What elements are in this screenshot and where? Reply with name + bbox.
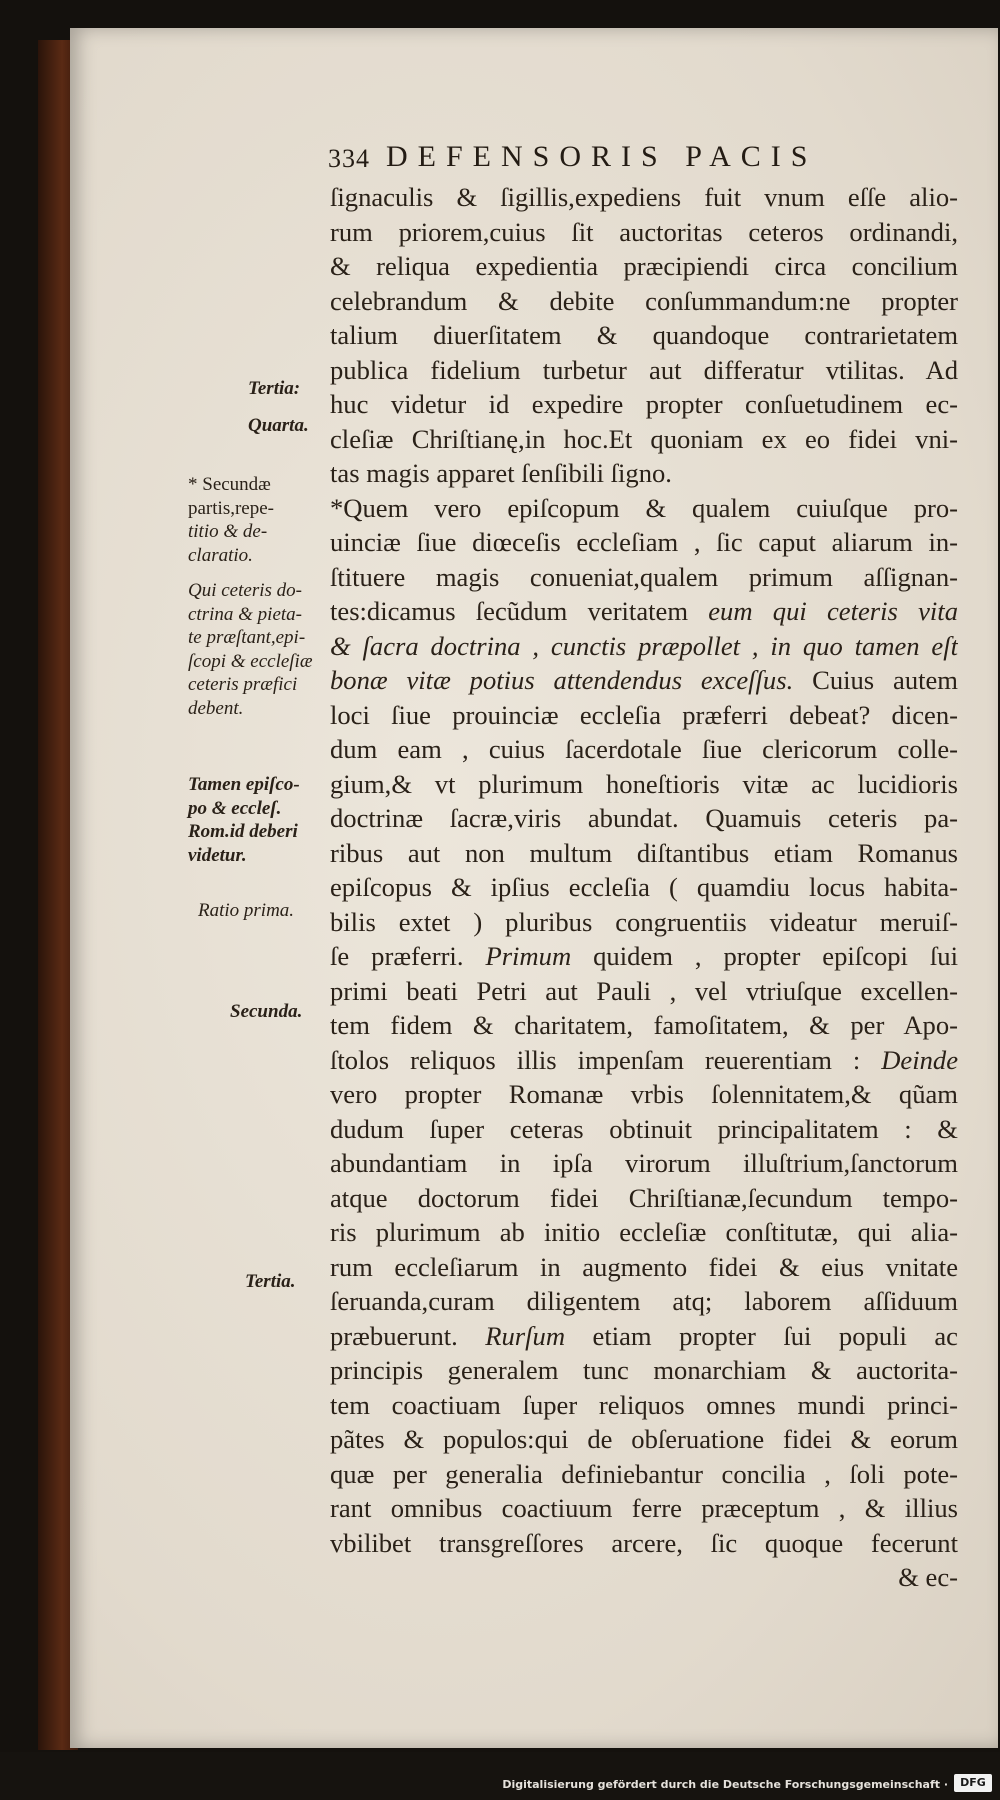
text-run: ſignaculis & ſigillis,expediens fuit vnum eſſe alio- xyxy=(330,182,958,212)
margin-note-tertia-2: Tertia. xyxy=(245,1271,296,1292)
text-line xyxy=(330,905,958,940)
text-run: talium diuerſitatem & quandoque contrarietatem xyxy=(330,320,958,350)
text-run: præbuerunt. xyxy=(330,1320,486,1351)
note-line: claratio. xyxy=(188,544,253,566)
text-line xyxy=(330,1353,958,1388)
text-line xyxy=(330,1284,958,1319)
text-line xyxy=(330,284,958,319)
margin-note-secunda: Secunda. xyxy=(230,1001,303,1022)
italic-run: bonæ vitæ potius attendendus exceſſus. xyxy=(330,665,794,695)
dfg-logo: DFG xyxy=(954,1774,992,1792)
text-run: ſe præferri. xyxy=(330,941,486,971)
text-line xyxy=(330,215,958,250)
text-line xyxy=(330,663,958,698)
text-line xyxy=(330,767,958,802)
italic-run: Rurſum xyxy=(485,1320,566,1351)
text-run: rum priorem,cuius ſit auctoritas ceteros ordinandi, xyxy=(330,216,958,247)
text-line xyxy=(330,1215,958,1250)
text-run: ribus aut non multum diſtantibus etiam Romanus xyxy=(330,837,958,868)
text-line xyxy=(330,698,958,733)
text-run: ris plurimum ab initio eccleſiæ conſtitutæ, qui alia- xyxy=(330,1217,958,1247)
text-run: epiſcopus & ipſius eccleſia ( quamdiu locus habita- xyxy=(330,872,958,902)
text-run: tem fidem & charitatem, famoſitatem, & per Apo- xyxy=(330,1010,958,1040)
note-line: Rom.id deberi xyxy=(188,821,298,842)
note-line: ctrina & pieta- xyxy=(188,603,302,625)
text-run: *Quem vero epiſcopum & qualem cuiuſque pro- xyxy=(330,492,958,523)
text-run: primi beati Petri aut Pauli , vel vtriuſque excellen- xyxy=(330,975,958,1006)
text-run: cleſiæ Chriſtianę,in hoc.Et quoniam ex eo fidei vni- xyxy=(330,423,958,454)
text-line xyxy=(330,318,958,353)
text-run: ſtituere magis conueniat,qualem primum aſſignan- xyxy=(330,561,958,592)
text-run: & ec- xyxy=(898,1562,958,1592)
margin-note-secundae xyxy=(188,473,323,567)
italic-run: Primum xyxy=(485,941,572,971)
text-line xyxy=(330,560,958,595)
margin-note-tamen xyxy=(188,773,323,867)
text-line xyxy=(330,1457,958,1492)
text-run: celebrandum & debite conſummandum:ne propter xyxy=(330,285,958,316)
text-line xyxy=(330,1526,958,1561)
text-run: tes:dicamus ſecũdum veritatem xyxy=(330,596,709,626)
note-line: ſcopi & eccleſiæ xyxy=(188,650,313,672)
text-line xyxy=(330,801,958,836)
text-run: doctrinæ ſacræ,viris abundat. Quamuis ceteris pa- xyxy=(330,803,958,833)
text-run: quidem , propter epiſcopi ſui xyxy=(571,941,958,971)
text-line xyxy=(330,387,958,422)
italic-run: & ſacra doctrina , cunctis præpollet , in quo tamen eſt xyxy=(330,630,958,661)
text-run: rum eccleſiarum in augmento fidei & eius vnitate xyxy=(330,1251,958,1282)
margin-note-tertia: Tertia: xyxy=(248,378,301,399)
text-run: vero propter Romanæ vrbis ſolennitatem,& qũam xyxy=(330,1079,958,1109)
text-run: principis generalem tunc monarchiam & auctorita- xyxy=(330,1355,958,1385)
text-run: uinciæ ſiue diœceſis eccleſiam , ſic caput aliarum in- xyxy=(330,527,958,557)
funding-credit: Digitalisierung gefördert durch die Deutsche Forschungsgemeinschaft · xyxy=(502,1778,948,1791)
text-run: dum eam , cuius ſacerdotale ſiue clericorum colle- xyxy=(330,734,958,764)
note-line: Tamen epiſco- xyxy=(188,774,300,795)
text-run: abundantiam in ipſa virorum illuſtrium,ſanctorum xyxy=(330,1148,958,1178)
note-line: titio & de- xyxy=(188,521,268,542)
text-line xyxy=(330,491,958,526)
text-line xyxy=(330,1077,958,1112)
text-line xyxy=(330,1250,958,1285)
text-run: bilis extet ) pluribus congruentiis videatur meruiſ- xyxy=(330,906,958,937)
page-number: 334 xyxy=(328,144,370,173)
text-run: tem coactiuam ſuper reliquos omnes mundi princi- xyxy=(330,1389,958,1420)
running-title: DEFENSORIS PACIS xyxy=(386,140,818,173)
text-run: quæ per generalia definiebantur concilia , ſoli pote- xyxy=(330,1458,958,1489)
text-run: ſtolos reliquos illis impenſam reuerentiam : xyxy=(330,1044,882,1075)
text-line xyxy=(330,974,958,1009)
note-line: * Secundæ xyxy=(188,474,271,495)
text-line xyxy=(330,1560,958,1595)
text-line xyxy=(330,353,958,388)
text-line xyxy=(330,1388,958,1423)
note-line: partis,repe- xyxy=(188,497,274,519)
text-run: huc videtur id expedire propter conſuetudinem ec- xyxy=(330,389,958,419)
text-line xyxy=(330,1319,958,1354)
text-run: vbilibet transgreſſores arcere, ſic quoque fecerunt xyxy=(330,1527,958,1558)
text-line xyxy=(330,249,958,284)
note-line: debent. xyxy=(188,697,244,719)
text-run: tas magis apparet ſenſibili ſigno. xyxy=(330,458,672,488)
page-header xyxy=(328,140,948,184)
text-line xyxy=(330,180,958,215)
text-line xyxy=(330,836,958,871)
body-text xyxy=(330,180,958,1595)
text-run: etiam propter ſui populi ac xyxy=(565,1320,958,1351)
text-line xyxy=(330,870,958,905)
note-line: te præſtant,epi- xyxy=(188,627,306,648)
text-line xyxy=(330,939,958,974)
text-run: publica fidelium turbetur aut differatur vtilitas. Ad xyxy=(330,354,958,385)
note-line: Qui ceteris do- xyxy=(188,580,302,601)
note-line: ceteris præfici xyxy=(188,674,298,695)
margin-note-ratio-prima: Ratio prima. xyxy=(198,900,295,921)
text-run: rant omnibus coactiuum ferre præceptum , & illius xyxy=(330,1493,958,1523)
italic-run: Deinde xyxy=(881,1044,958,1075)
text-line xyxy=(330,1043,958,1078)
text-line xyxy=(330,422,958,457)
text-run: atque doctorum fidei Chriſtianæ,ſecundum tempo- xyxy=(330,1182,958,1213)
text-run: Cuius autem xyxy=(793,665,958,695)
text-line xyxy=(330,1146,958,1181)
italic-run: eum qui ceteris vita xyxy=(708,596,958,626)
text-line xyxy=(330,456,958,491)
text-run: gium,& vt plurimum honeſtioris vitæ ac lucidioris xyxy=(330,768,958,799)
text-line xyxy=(330,1491,958,1526)
text-run: pãtes & populos:qui de obſeruatione fidei & eorum xyxy=(330,1424,958,1454)
footer-bar xyxy=(0,1752,1000,1800)
text-run: & reliqua expedientia præcipiendi circa concilium xyxy=(330,251,958,281)
text-run: ſeruanda,curam diligentem atq; laborem aſſiduum xyxy=(330,1286,958,1316)
text-line xyxy=(330,629,958,664)
text-run: loci ſiue prouinciæ eccleſia præferri debeat? dicen- xyxy=(330,699,958,730)
text-line xyxy=(330,1422,958,1457)
note-line: po & eccleſ. xyxy=(188,797,282,819)
note-line: videtur. xyxy=(188,844,247,866)
margin-note-qui-ceteris xyxy=(188,579,323,720)
text-line xyxy=(330,594,958,629)
text-line xyxy=(330,732,958,767)
text-line xyxy=(330,1181,958,1216)
text-line xyxy=(330,1008,958,1043)
text-line xyxy=(330,525,958,560)
text-line xyxy=(330,1112,958,1147)
margin-notes xyxy=(0,0,328,1700)
text-run: dudum ſuper ceteras obtinuit principalitatem : & xyxy=(330,1113,958,1144)
margin-note-quarta: Quarta. xyxy=(248,415,309,436)
